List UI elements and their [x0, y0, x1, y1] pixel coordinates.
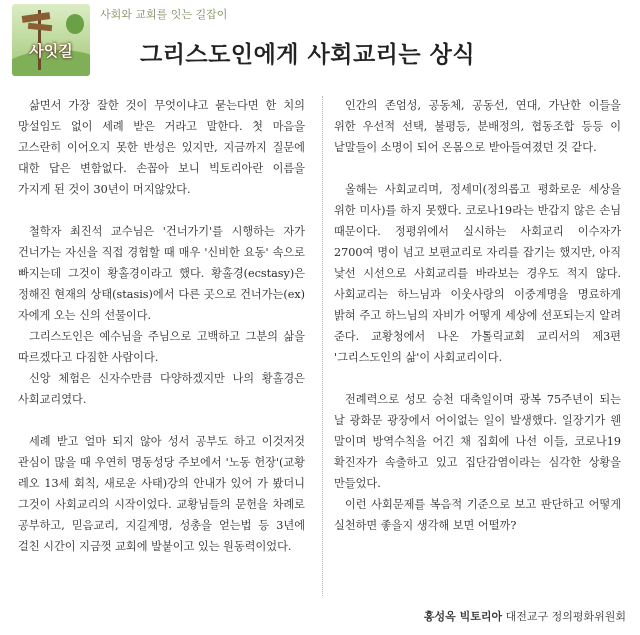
left-column: [18, 95, 305, 557]
right-column: [334, 95, 621, 536]
author-affiliation: 대전교구 정의평화위원회: [505, 610, 626, 623]
paragraph: 인간의 존엄성, 공동체, 공동선, 연대, 가난한 이들을 위한 우선적 선택, 불평등, 분배정의, 협동조합 등등 이 낱말들이 소명이 되어 온몸으로 받아들여졌던 것 같다.: [334, 99, 621, 154]
byline: [424, 608, 626, 624]
column-logo: [12, 4, 90, 76]
paragraph: 전례력으로 성모 승천 대축일이며 광복 75주년이 되는 날 광화문 광장에서 어이없는 일이 발생했다. 일장기가 웬 말이며 방역수칙을 어긴 채 집회에 나선 이들, 코로나19 확진자가 속출하고 있고 집단감염이라는 심각한 상황을 만들었다.: [334, 393, 621, 490]
article-header: [0, 0, 640, 80]
author-name: 홍성옥 빅토리아: [423, 610, 503, 623]
paragraph: 이런 사회문제를 복음적 기준으로 보고 판단하고 어떻게 실천하면 좋을지 생각해 보면 어떨까?: [334, 498, 621, 532]
signpost-board: [28, 23, 52, 31]
paragraph: 삶면서 가장 잘한 것이 무엇이냐고 묻는다면 한 치의 망설임도 없이 세례 받은 거라고 말한다. 첫 마음을 고스란히 이어오지 못한 반성은 있지만, 지금까지 질문에 대한 답은 변함없다. 손꼽아 보니 빅토리아란 이름을 가지게 된 것이 30년이 머지않았다.: [18, 99, 305, 196]
paragraph: 철학자 최진석 교수님은 '건너가기'를 시행하는 자가 건너가는 자신을 직접 경험할 때 매우 '신비한 요동' 속으로 빠지는데 그것이 황홀경이라고 했다. 황홀경(ecstasy)은 정해진 현재의 상태(stasis)에서 다른 곳으로 건너가는(ex) 자에게 오는 신의 선물이다.: [18, 225, 305, 322]
article-title: 그리스도인에게 사회교리는 상식: [140, 42, 476, 68]
paragraph: 세례 받고 얼마 되지 않아 성서 공부도 하고 이것저것 관심이 많을 때 우연히 명동성당 주보에서 '노동 헌장'(교황 레오 13세 회칙, 새로운 사태)강의 안내가 있어 가 봤더니 그것이 사회교리의 시작이었다. 교황님들의 문헌을 차례로 공부하고, 믿음교리, 지길계명, 성총을 얻는법 등 3년에 걸친 시간이 지금껏 교회에 발붙이고 있는 원동력이었다.: [18, 435, 305, 553]
tree-decoration: [66, 14, 84, 34]
signpost-board: [22, 12, 51, 23]
column-divider: [322, 96, 323, 596]
paragraph: 신앙 체험은 신자수만큼 다양하겠지만 나의 황홀경은 사회교리였다.: [18, 372, 305, 406]
paragraph: 올해는 사회교리며, 정세미(정의롭고 평화로운 세상을 위한 미사)를 하지 못했다. 코로나19라는 반갑지 않은 손님 때문이다. 정평위에서 실시하는 사회교리 이수자가 2700여 명이 넘고 보편교리로 자리를 잡기는 했지만, 아직 낯선 시선으로 사회교리를 바라보는 경우도 적지 않다. 사회교리는 하느님과 이웃사랑의 이중계명을 명료하게 밝혀 주고 하느님의 자비가 어떻게 세상에 선포되는지 알려 준다. 교황청에서 나온 가톨릭교회 교리서의 제3편 '그리스도인의 삶'이 사회교리이다.: [334, 183, 621, 364]
logo-text: 사잇길: [29, 42, 73, 60]
paragraph: 그리스도인은 예수님을 주님으로 고백하고 그분의 삶을 따르겠다고 다짐한 사람이다.: [18, 330, 305, 364]
column-kicker: 사회와 교회를 잇는 길잡이: [100, 8, 228, 21]
